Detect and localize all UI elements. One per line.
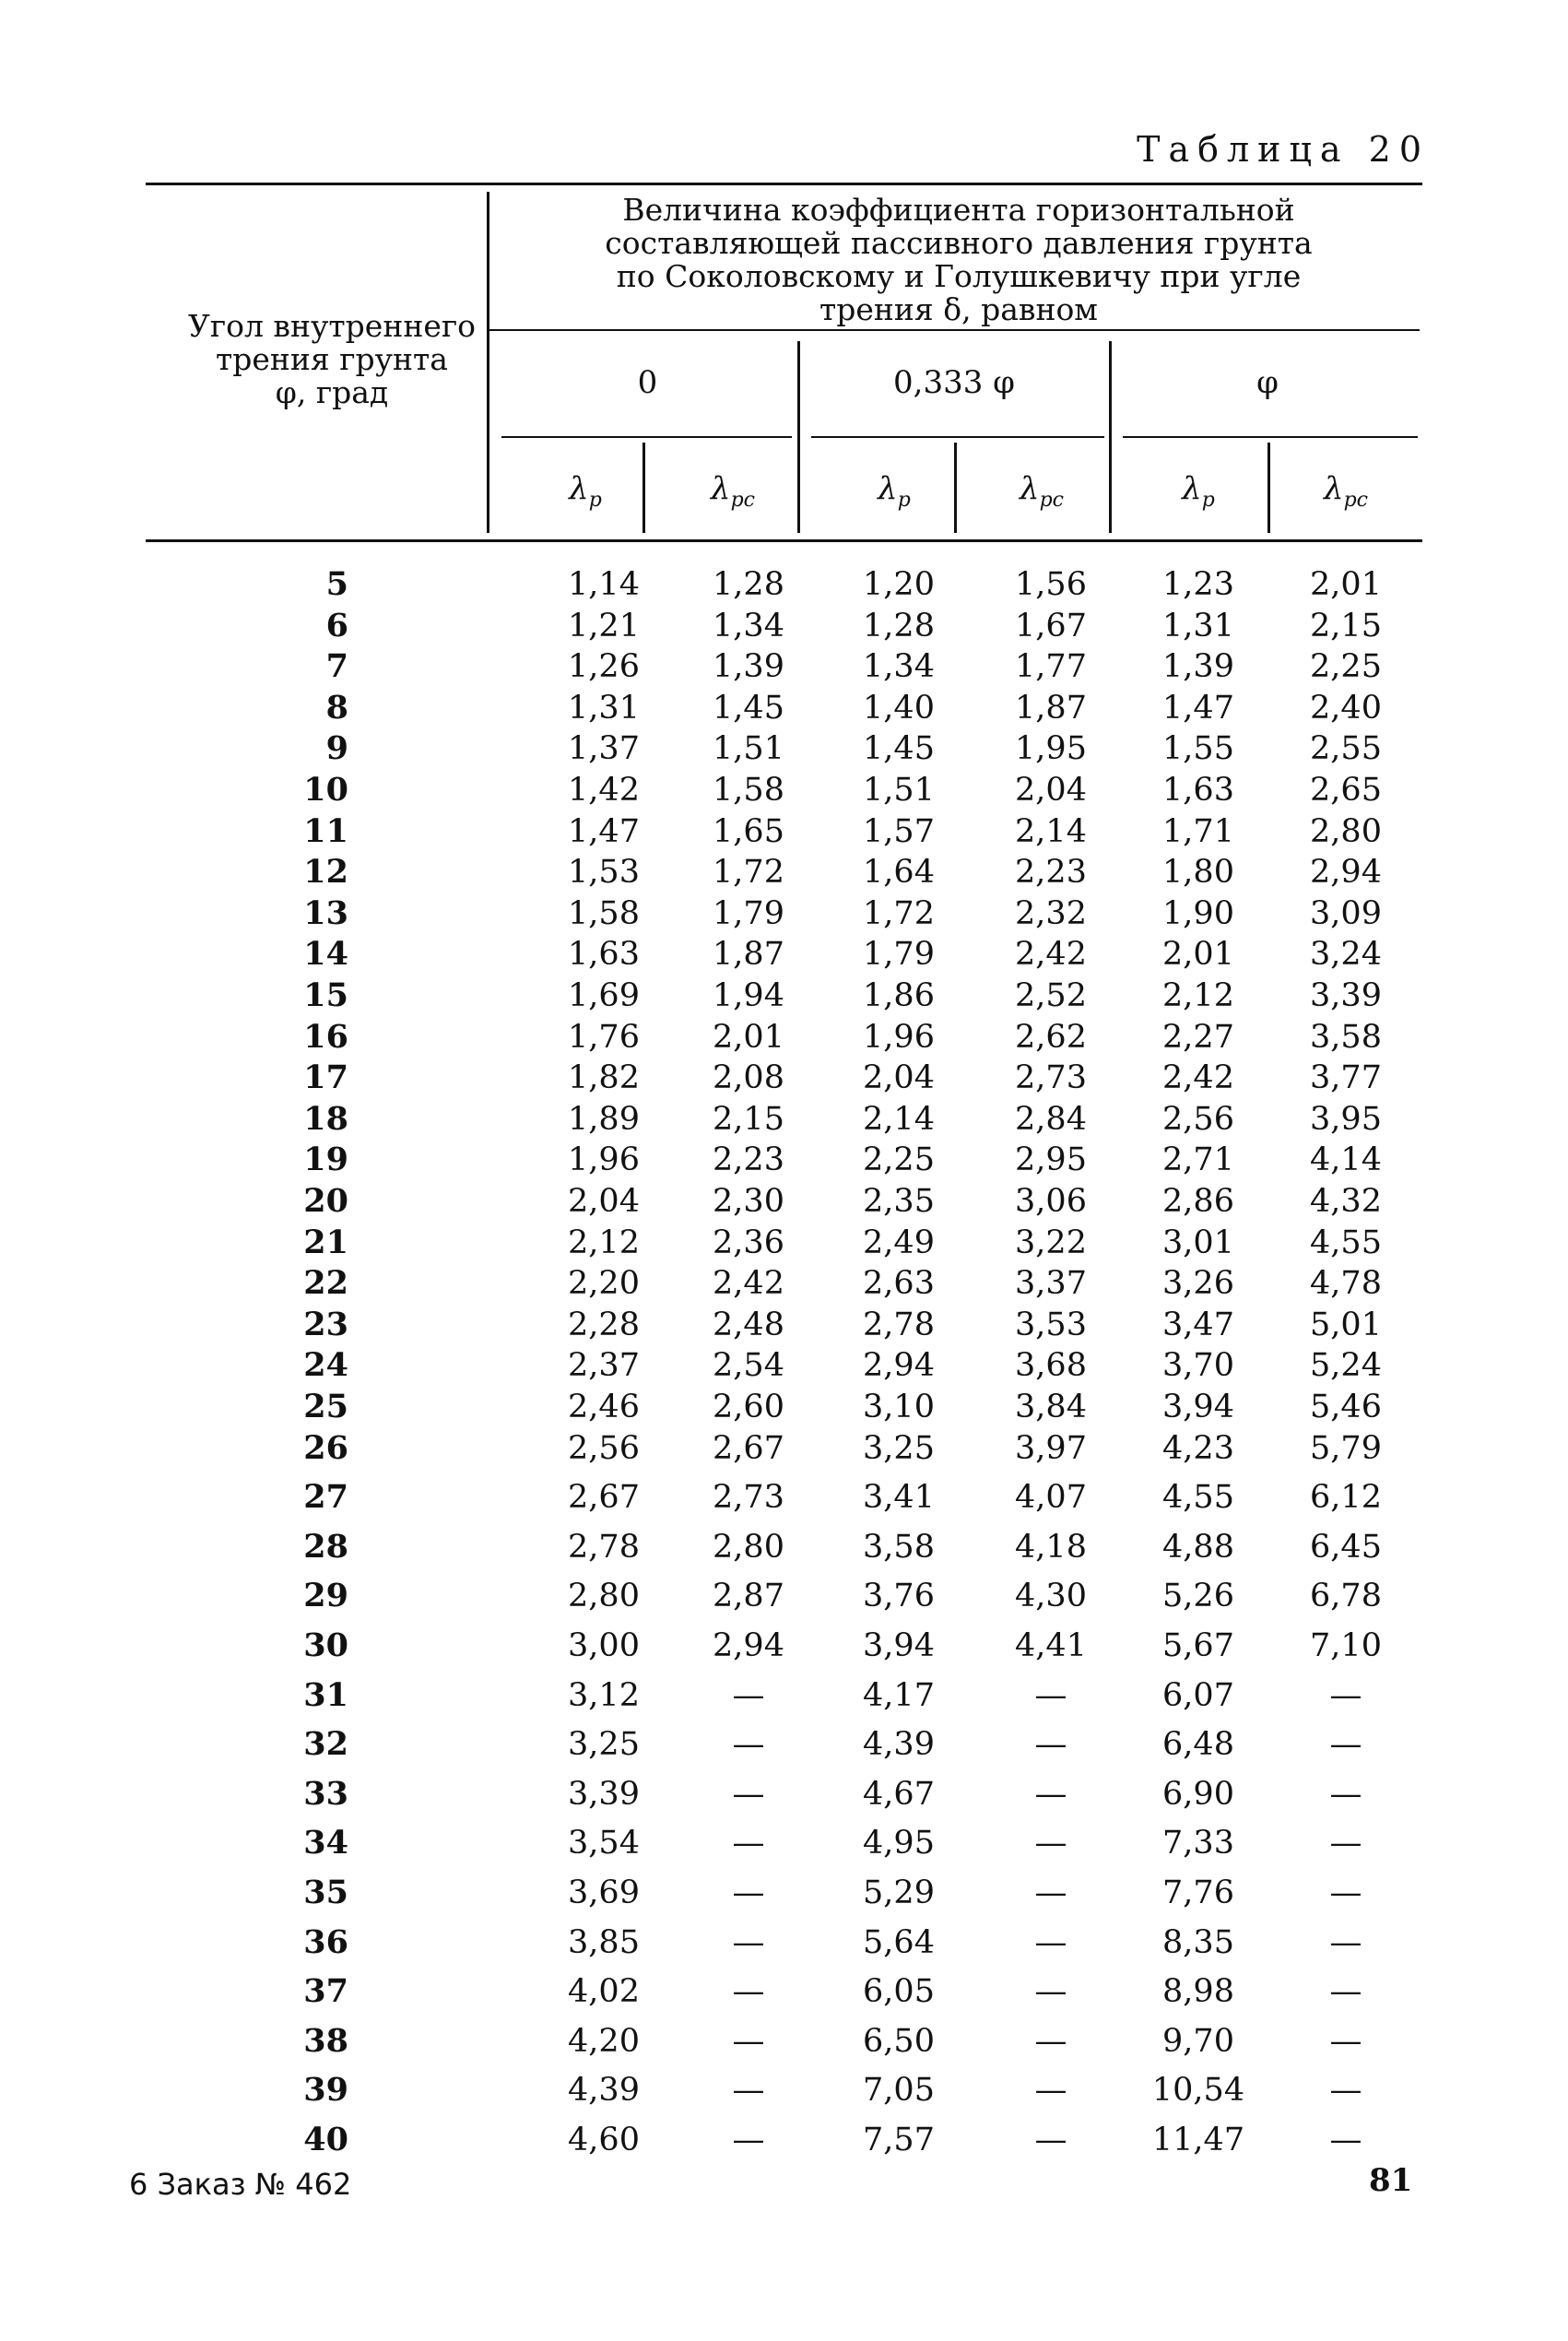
row-angle: 29 [303, 1577, 348, 1615]
table-cell: 2,01 [713, 1018, 784, 1056]
sub-separator-1 [643, 443, 645, 533]
table-cell: 2,42 [713, 1265, 784, 1303]
lambda-p-header: $\lambda_p$ [878, 470, 911, 512]
sub-separator-3 [1267, 443, 1270, 533]
table-cell: — [732, 1676, 765, 1714]
row-angle: 11 [303, 811, 348, 850]
table-cell: — [1329, 1874, 1362, 1911]
group-rule-3 [1123, 436, 1418, 438]
table-cell: 7,57 [863, 2122, 935, 2158]
table-cell: — [1329, 1923, 1362, 1961]
table-cell: — [1329, 2022, 1362, 2060]
table-cell: 2,35 [863, 1183, 935, 1220]
table-cell: 2,67 [713, 1429, 784, 1467]
table-cell: 3,39 [1310, 977, 1382, 1014]
stub-header-line-2: трения грунта [216, 341, 448, 377]
table-cell: 1,45 [863, 730, 935, 768]
page-number: 81 [1369, 2162, 1413, 2199]
table-cell: 4,23 [1162, 1429, 1234, 1467]
table-cell: 5,24 [1310, 1347, 1382, 1385]
table-cell: — [732, 1973, 765, 2011]
table-cell: 3,58 [1310, 1018, 1382, 1056]
row-angle: 18 [303, 1099, 348, 1138]
row-angle: 19 [303, 1141, 348, 1179]
table-cell: 2,04 [1015, 772, 1087, 809]
table-cell: 2,80 [1310, 812, 1382, 850]
table-cell: 1,96 [863, 1018, 935, 1056]
table-cell: — [1329, 2072, 1362, 2110]
table-cell: 1,86 [863, 977, 935, 1014]
table-cell: — [732, 1775, 765, 1813]
main-header-line-3: по Соколовскому и Голушкевичу при угле [616, 258, 1302, 294]
table-cell: 1,14 [568, 566, 640, 603]
table-cell: 2,73 [1015, 1059, 1087, 1097]
row-angle: 24 [303, 1346, 348, 1385]
table-cell: 6,12 [1310, 1479, 1382, 1517]
table-cell: 1,51 [863, 772, 935, 809]
table-cell: 2,73 [713, 1479, 784, 1517]
table-cell: 2,23 [713, 1141, 784, 1179]
table-cell: 1,72 [713, 854, 784, 892]
table-cell: 2,20 [568, 1265, 640, 1303]
row-angle: 9 [325, 729, 348, 768]
table-cell: 2,86 [1162, 1183, 1234, 1220]
row-angle: 8 [325, 688, 348, 727]
row-angle: 5 [325, 565, 348, 603]
table-cell: 1,67 [1015, 607, 1087, 644]
table-cell: 2,65 [1310, 772, 1382, 809]
main-header-line-4: трения δ, равном [819, 291, 1098, 327]
table-cell: 2,60 [713, 1389, 784, 1425]
group-header-0333: 0,333 φ [893, 364, 1015, 401]
table-cell: — [1329, 1973, 1362, 2011]
table-cell: — [1329, 1676, 1362, 1714]
table-cell: 2,23 [1015, 854, 1087, 892]
table-cell: 3,84 [1015, 1389, 1087, 1425]
table-cell: 3,68 [1015, 1347, 1087, 1385]
table-cell: — [732, 1874, 765, 1911]
table-cell: 3,58 [863, 1528, 935, 1566]
group-header-phi: φ [1256, 364, 1279, 401]
table-cell: 1,47 [1162, 689, 1234, 727]
table-cell: 7,10 [1310, 1627, 1382, 1664]
table-top-rule [146, 183, 1422, 185]
table-cell: 1,94 [713, 977, 784, 1014]
table-cell: 2,37 [568, 1347, 640, 1385]
row-angle: 33 [303, 1774, 348, 1813]
table-cell: 4,32 [1310, 1183, 1382, 1220]
table-cell: 5,01 [1310, 1306, 1382, 1343]
row-angle: 25 [303, 1388, 348, 1425]
sub-separator-2 [954, 443, 957, 533]
table-cell: — [1034, 1825, 1067, 1862]
table-label: Таблица 20 [1137, 129, 1430, 170]
table-cell: 2,14 [863, 1100, 935, 1138]
table-cell: 1,34 [863, 648, 935, 686]
table-cell: 2,32 [1015, 894, 1087, 932]
table-cell: 2,95 [1015, 1141, 1087, 1179]
table-cell: 4,88 [1162, 1528, 1234, 1566]
row-angle: 35 [303, 1874, 348, 1911]
table-cell: 2,36 [713, 1224, 784, 1261]
table-cell: 6,45 [1310, 1528, 1382, 1566]
table-cell: 6,07 [1162, 1676, 1234, 1714]
table-cell: — [1034, 1775, 1067, 1813]
table-cell: 2,87 [713, 1578, 784, 1615]
table-cell: 4,39 [568, 2072, 640, 2110]
table-cell: — [732, 1726, 765, 1764]
table-cell: 1,55 [1162, 730, 1234, 768]
lambda-pc-header: $\lambda_{pc}$ [1324, 470, 1368, 512]
table-cell: — [1329, 1775, 1362, 1813]
table-cell: — [1034, 1923, 1067, 1961]
table-cell: 4,95 [863, 1825, 935, 1862]
table-cell: 4,60 [568, 2122, 640, 2158]
table-cell: 2,54 [713, 1347, 784, 1385]
table-cell: 2,30 [713, 1183, 784, 1220]
table-cell: 3,47 [1162, 1306, 1234, 1343]
row-angle: 10 [303, 771, 348, 809]
table-cell: 9,70 [1162, 2022, 1234, 2060]
table-cell: 1,79 [863, 936, 935, 974]
row-angle: 26 [303, 1428, 348, 1467]
table-cell: 1,23 [1162, 566, 1234, 603]
table-cell: — [1329, 1825, 1362, 1862]
table-cell: 3,69 [568, 1874, 640, 1911]
table-cell: 1,39 [713, 648, 784, 686]
table-cell: 2,25 [1310, 648, 1382, 686]
table-cell: 3,37 [1015, 1265, 1087, 1303]
table-cell: 1,45 [713, 689, 784, 727]
table-cell: 1,87 [713, 936, 784, 974]
table-cell: 2,84 [1015, 1100, 1087, 1138]
table-cell: 1,31 [1162, 607, 1234, 644]
table-cell: 2,12 [568, 1224, 640, 1261]
table-cell: 2,52 [1015, 977, 1087, 1014]
table-cell: — [732, 2122, 765, 2158]
table-cell: 1,34 [713, 607, 784, 644]
table-cell: 1,53 [568, 854, 640, 892]
stub-separator [487, 192, 489, 533]
table-cell: — [732, 2022, 765, 2060]
table-cell: 4,41 [1015, 1627, 1087, 1664]
table-cell: 1,39 [1162, 648, 1234, 686]
stub-header [175, 310, 489, 409]
table-cell: — [732, 1923, 765, 1961]
table-cell: — [1034, 1973, 1067, 2011]
row-angle: 32 [303, 1725, 348, 1764]
table-cell: 3,01 [1162, 1224, 1234, 1261]
table-cell: — [1034, 1726, 1067, 1764]
table-cell: 4,02 [568, 1973, 640, 2011]
table-cell: 1,76 [568, 1018, 640, 1056]
table-cell: 1,69 [568, 977, 640, 1014]
table-cell: 1,58 [568, 894, 640, 932]
row-angle: 12 [303, 853, 348, 892]
table-cell: 1,63 [568, 936, 640, 974]
row-angle: 30 [303, 1626, 348, 1664]
table-cell: 3,76 [863, 1578, 935, 1615]
table-cell: 2,62 [1015, 1018, 1087, 1056]
stub-header-line-3: φ, град [275, 374, 389, 410]
table-cell: 2,42 [1015, 936, 1087, 974]
row-angle: 21 [303, 1223, 348, 1261]
table-cell: 3,53 [1015, 1306, 1087, 1343]
table-cell: 2,94 [713, 1627, 784, 1664]
table-cell: 1,42 [568, 772, 640, 809]
table-cell: 2,56 [1162, 1100, 1234, 1138]
table-cell: 3,70 [1162, 1347, 1234, 1385]
table-cell: 3,00 [568, 1627, 640, 1664]
table-cell: 2,71 [1162, 1141, 1234, 1179]
row-angle: 28 [303, 1527, 348, 1566]
table-cell: 2,49 [863, 1224, 935, 1261]
table-cell: 2,12 [1162, 977, 1234, 1014]
table-cell: 3,26 [1162, 1265, 1234, 1303]
row-angle: 31 [303, 1675, 348, 1714]
table-cell: — [1034, 1874, 1067, 1911]
table-cell: 3,10 [863, 1389, 935, 1425]
table-cell: 3,41 [863, 1479, 935, 1517]
main-header-line-2: составляющей пассивного давления грунта [605, 225, 1313, 261]
row-angle: 13 [303, 893, 348, 932]
table-cell: 4,39 [863, 1726, 935, 1764]
table-cell: 7,05 [863, 2072, 935, 2110]
table-cell: 1,56 [1015, 566, 1087, 603]
table-cell: 1,63 [1162, 772, 1234, 809]
table-cell: 5,79 [1310, 1429, 1382, 1467]
row-angle: 38 [303, 2021, 348, 2060]
table-cell: 1,80 [1162, 854, 1234, 892]
table-cell: 2,40 [1310, 689, 1382, 727]
table-cell: 1,28 [863, 607, 935, 644]
lambda-p-header: $\lambda_p$ [1182, 470, 1215, 512]
table-cell: 3,09 [1310, 894, 1382, 932]
table-cell: 2,48 [713, 1306, 784, 1343]
table-cell: 2,78 [568, 1528, 640, 1566]
stub-header-line-1: Угол внутреннего [187, 308, 477, 344]
table-cell: 2,15 [1310, 607, 1382, 644]
table-cell: 2,04 [568, 1183, 640, 1220]
row-angle: 16 [303, 1017, 348, 1056]
table-cell: 2,63 [863, 1265, 935, 1303]
row-angle: 14 [303, 935, 348, 974]
table-cell: 5,26 [1162, 1578, 1234, 1615]
table-cell: 1,47 [568, 812, 640, 850]
group-separator-2 [1109, 341, 1112, 533]
table-cell: 1,90 [1162, 894, 1234, 932]
row-angle: 36 [303, 1922, 348, 1961]
table-cell: 10,54 [1151, 2072, 1245, 2110]
table-cell: 2,94 [863, 1347, 935, 1385]
main-header-line-1: Величина коэффициента горизонтальной [622, 192, 1295, 228]
table-cell: 1,20 [863, 566, 935, 603]
table-cell: 4,78 [1310, 1265, 1382, 1303]
table-cell: 6,78 [1310, 1578, 1382, 1615]
table-cell: 1,71 [1162, 812, 1234, 850]
table-cell: 11,47 [1151, 2122, 1245, 2158]
table-cell: 4,67 [863, 1775, 935, 1813]
table-cell: — [1034, 2022, 1067, 2060]
table-cell: 2,27 [1162, 1018, 1234, 1056]
table-cell: 2,25 [863, 1141, 935, 1179]
table-cell: 1,31 [568, 689, 640, 727]
table-cell: 3,97 [1015, 1429, 1087, 1467]
table-cell: 3,94 [1162, 1389, 1234, 1425]
table-cell: 2,08 [713, 1059, 784, 1097]
group-rule-2 [811, 436, 1104, 438]
row-angle: 27 [303, 1478, 348, 1517]
table-cell: 7,76 [1162, 1874, 1234, 1911]
table-cell: 3,25 [568, 1726, 640, 1764]
table-cell: — [1034, 1676, 1067, 1714]
row-angle: 15 [303, 976, 348, 1014]
table-cell: 4,30 [1015, 1578, 1087, 1615]
table-cell: 2,46 [568, 1389, 640, 1425]
table-cell: 2,80 [713, 1528, 784, 1566]
table-cell: 1,57 [863, 812, 935, 850]
table-cell: 1,58 [713, 772, 784, 809]
table-cell: 2,28 [568, 1306, 640, 1343]
row-angle: 39 [303, 2071, 348, 2110]
row-angle: 20 [303, 1182, 348, 1220]
table-cell: 3,54 [568, 1825, 640, 1862]
table-cell: 2,15 [713, 1100, 784, 1138]
table-cell: 1,96 [568, 1141, 640, 1179]
table-cell: 2,01 [1310, 566, 1382, 603]
table-cell: — [1034, 2122, 1067, 2158]
table-cell: 3,24 [1310, 936, 1382, 974]
table-cell: 1,37 [568, 730, 640, 768]
table-cell: 2,56 [568, 1429, 640, 1467]
lambda-pc-header: $\lambda_{pc}$ [711, 470, 755, 512]
table-cell: 1,28 [713, 566, 784, 603]
table-cell: 3,25 [863, 1429, 935, 1467]
table-cell: 1,82 [568, 1059, 640, 1097]
table-cell: 3,22 [1015, 1224, 1087, 1261]
table-cell: 4,07 [1015, 1479, 1087, 1517]
table-cell: 1,89 [568, 1100, 640, 1138]
table-cell: 3,95 [1310, 1100, 1382, 1138]
table-cell: 1,87 [1015, 689, 1087, 727]
table-cell: 1,65 [713, 812, 784, 850]
table-cell: — [1329, 2122, 1362, 2158]
row-angle: 37 [303, 1972, 348, 2011]
table-cell: — [732, 1825, 765, 1862]
table-cell: 6,48 [1162, 1726, 1234, 1764]
table-header-bottom-rule [146, 539, 1422, 542]
table-cell: 3,77 [1310, 1059, 1382, 1097]
table-cell: — [1329, 1726, 1362, 1764]
table-cell: 6,50 [863, 2022, 935, 2060]
table-cell: — [1034, 2072, 1067, 2110]
table-cell: 7,33 [1162, 1825, 1234, 1862]
row-angle: 23 [303, 1305, 348, 1343]
table-cell: 3,12 [568, 1676, 640, 1714]
table-cell: 4,20 [568, 2022, 640, 2060]
row-angle: 22 [303, 1264, 348, 1303]
table-cell: 8,98 [1162, 1973, 1234, 2011]
table-cell: 2,14 [1015, 812, 1087, 850]
table-cell: 3,39 [568, 1775, 640, 1813]
table-cell: 2,67 [568, 1479, 640, 1517]
table-cell: 3,94 [863, 1627, 935, 1664]
table-cell: 2,42 [1162, 1059, 1234, 1097]
table-cell: 6,05 [863, 1973, 935, 2011]
group-rule-1 [501, 436, 792, 438]
row-angle: 40 [303, 2121, 348, 2158]
table-cell: 5,64 [863, 1923, 935, 1961]
row-angle: 7 [325, 647, 348, 686]
table-cell: 4,18 [1015, 1528, 1087, 1566]
table-cell: 1,26 [568, 648, 640, 686]
main-header [498, 194, 1420, 326]
table-cell: 2,78 [863, 1306, 935, 1343]
table-cell: 1,21 [568, 607, 640, 644]
table-cell: 2,04 [863, 1059, 935, 1097]
table-cell: 4,55 [1310, 1224, 1382, 1261]
row-angle: 34 [303, 1824, 348, 1862]
table-cell: — [732, 2072, 765, 2110]
table-cell: 5,46 [1310, 1389, 1382, 1425]
table-cell: 2,01 [1162, 936, 1234, 974]
group-header-0: 0 [637, 364, 658, 401]
row-angle: 17 [303, 1058, 348, 1097]
group-separator-1 [797, 341, 800, 533]
table-cell: 3,85 [568, 1923, 640, 1961]
print-order-note: 6 Заказ № 462 [129, 2167, 352, 2202]
main-header-rule [489, 329, 1420, 331]
table-cell: 8,35 [1162, 1923, 1234, 1961]
table-cell: 2,55 [1310, 730, 1382, 768]
table-cell: 4,14 [1310, 1141, 1382, 1179]
table-cell: 4,17 [863, 1676, 935, 1714]
row-angle: 6 [325, 606, 348, 644]
table-cell: 2,80 [568, 1578, 640, 1615]
lambda-p-header: $\lambda_p$ [569, 470, 602, 512]
table-cell: 1,51 [713, 730, 784, 768]
table-cell: 1,79 [713, 894, 784, 932]
table-cell: 1,64 [863, 854, 935, 892]
table-cell: 1,40 [863, 689, 935, 727]
table-cell: 3,06 [1015, 1183, 1087, 1220]
table-cell: 5,67 [1162, 1627, 1234, 1664]
table-cell: 2,94 [1310, 854, 1382, 892]
table-cell: 1,95 [1015, 730, 1087, 768]
lambda-pc-header: $\lambda_{pc}$ [1020, 470, 1064, 512]
table-cell: 1,72 [863, 894, 935, 932]
table-cell: 5,29 [863, 1874, 935, 1911]
table-cell: 6,90 [1162, 1775, 1234, 1813]
table-cell: 1,77 [1015, 648, 1087, 686]
table-cell: 4,55 [1162, 1479, 1234, 1517]
